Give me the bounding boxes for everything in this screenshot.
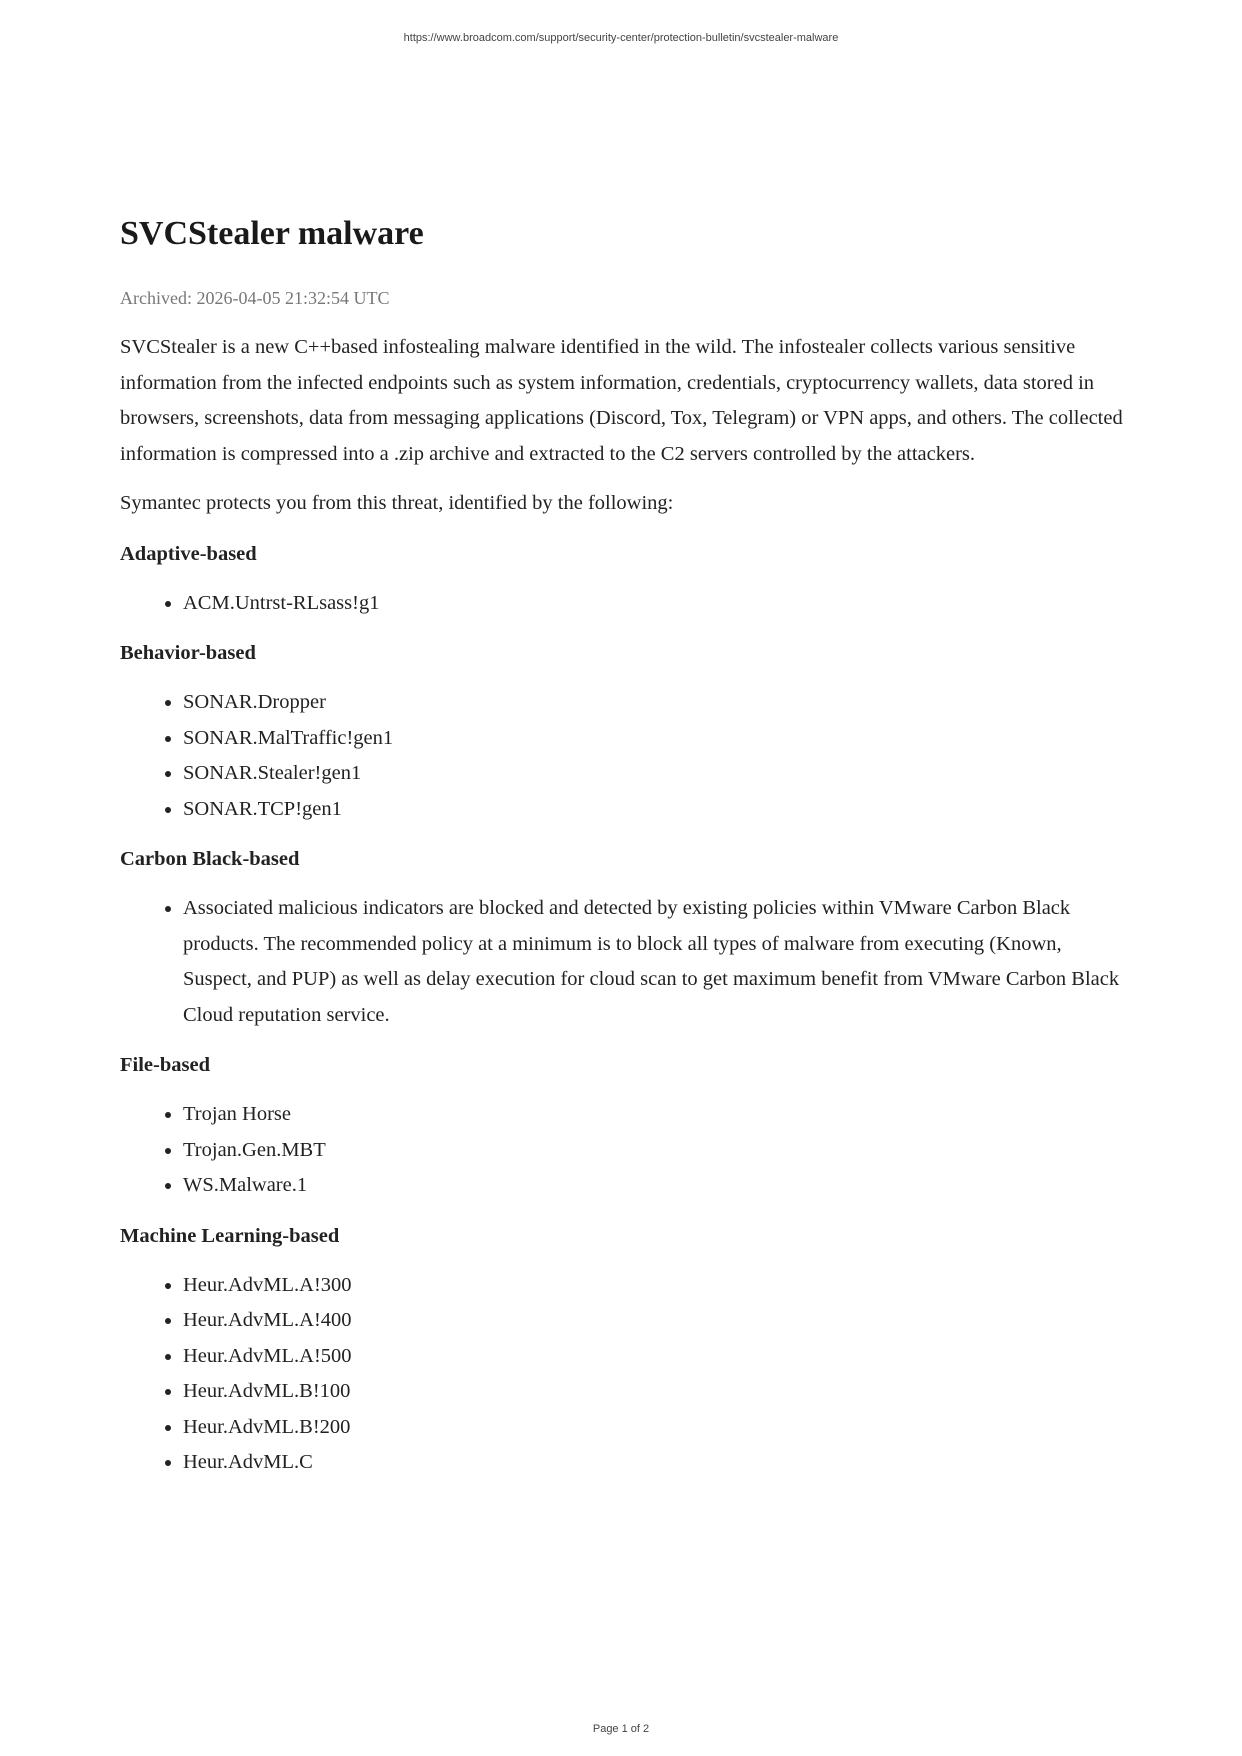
section-heading: File-based (120, 1054, 210, 1076)
signature-list (120, 1097, 1130, 1204)
page-number: Page 1 of 2 (592, 1723, 650, 1735)
intro-paragraph: SVCStealer is a new C++based infostealing malware identified in the wild. The infostealer collects various sensitive information from the infected endpoints such as system information, credentials, cryptocurrency wallets, data stored in browsers, screenshots, data from messaging applications (Discord, Tox, Telegram) or VPN apps, and others. The collected information is compressed into a .zip archive and extracted to the C2 servers controlled by the attackers. (120, 336, 1123, 465)
section-heading: Carbon Black-based (120, 848, 300, 870)
list-item: • WS.Malware.1 (183, 1168, 1130, 1204)
list-item: • Trojan.Gen.MBT (183, 1133, 1130, 1169)
signature-list (120, 685, 1130, 827)
page-title: SVCStealer malware (120, 215, 424, 252)
section-heading: Adaptive-based (120, 542, 257, 565)
list-item: • Heur.AdvML.A!500 (183, 1339, 1130, 1375)
source-url: https://www.broadcom.com/support/security-center/protection-bulletin/svcstealer-malware (403, 32, 839, 44)
list-item: • SONAR.TCP!gen1 (183, 792, 1130, 828)
archived-timestamp: Archived: 2026-04-05 21:32:54 UTC (120, 288, 390, 308)
list-item: • Heur.AdvML.A!300 (183, 1268, 1130, 1304)
protection-sections (120, 540, 1130, 1481)
signature-list (120, 891, 1130, 1033)
signature-list (120, 586, 1130, 622)
list-item: • Trojan Horse (183, 1097, 1130, 1133)
section-heading: Behavior-based (120, 642, 256, 664)
list-item: • Heur.AdvML.C (183, 1445, 1130, 1481)
protection-intro: Symantec protects you from this threat, identified by the following: (120, 492, 674, 514)
signature-list (120, 1268, 1130, 1481)
list-item: • ACM.Untrst-RLsass!g1 (183, 586, 1130, 622)
list-item: • Heur.AdvML.B!200 (183, 1410, 1130, 1446)
list-item: • Heur.AdvML.B!100 (183, 1374, 1130, 1410)
list-item: • Associated malicious indicators are blocked and detected by existing policies within VMware Carbon Black products. The recommended policy at a minimum is to block all types of malware from executing (Known, Suspect, and PUP) as well as delay execution for cloud scan to get maximum benefit from VMware Carbon Black Cloud reputation service. (183, 891, 1130, 1033)
list-item: • SONAR.Dropper (183, 685, 1130, 721)
list-item: • Heur.AdvML.A!400 (183, 1303, 1130, 1339)
section-heading: Machine Learning-based (120, 1224, 340, 1247)
article (120, 212, 1130, 1495)
list-item: • SONAR.MalTraffic!gen1 (183, 721, 1130, 757)
list-item: • SONAR.Stealer!gen1 (183, 756, 1130, 792)
